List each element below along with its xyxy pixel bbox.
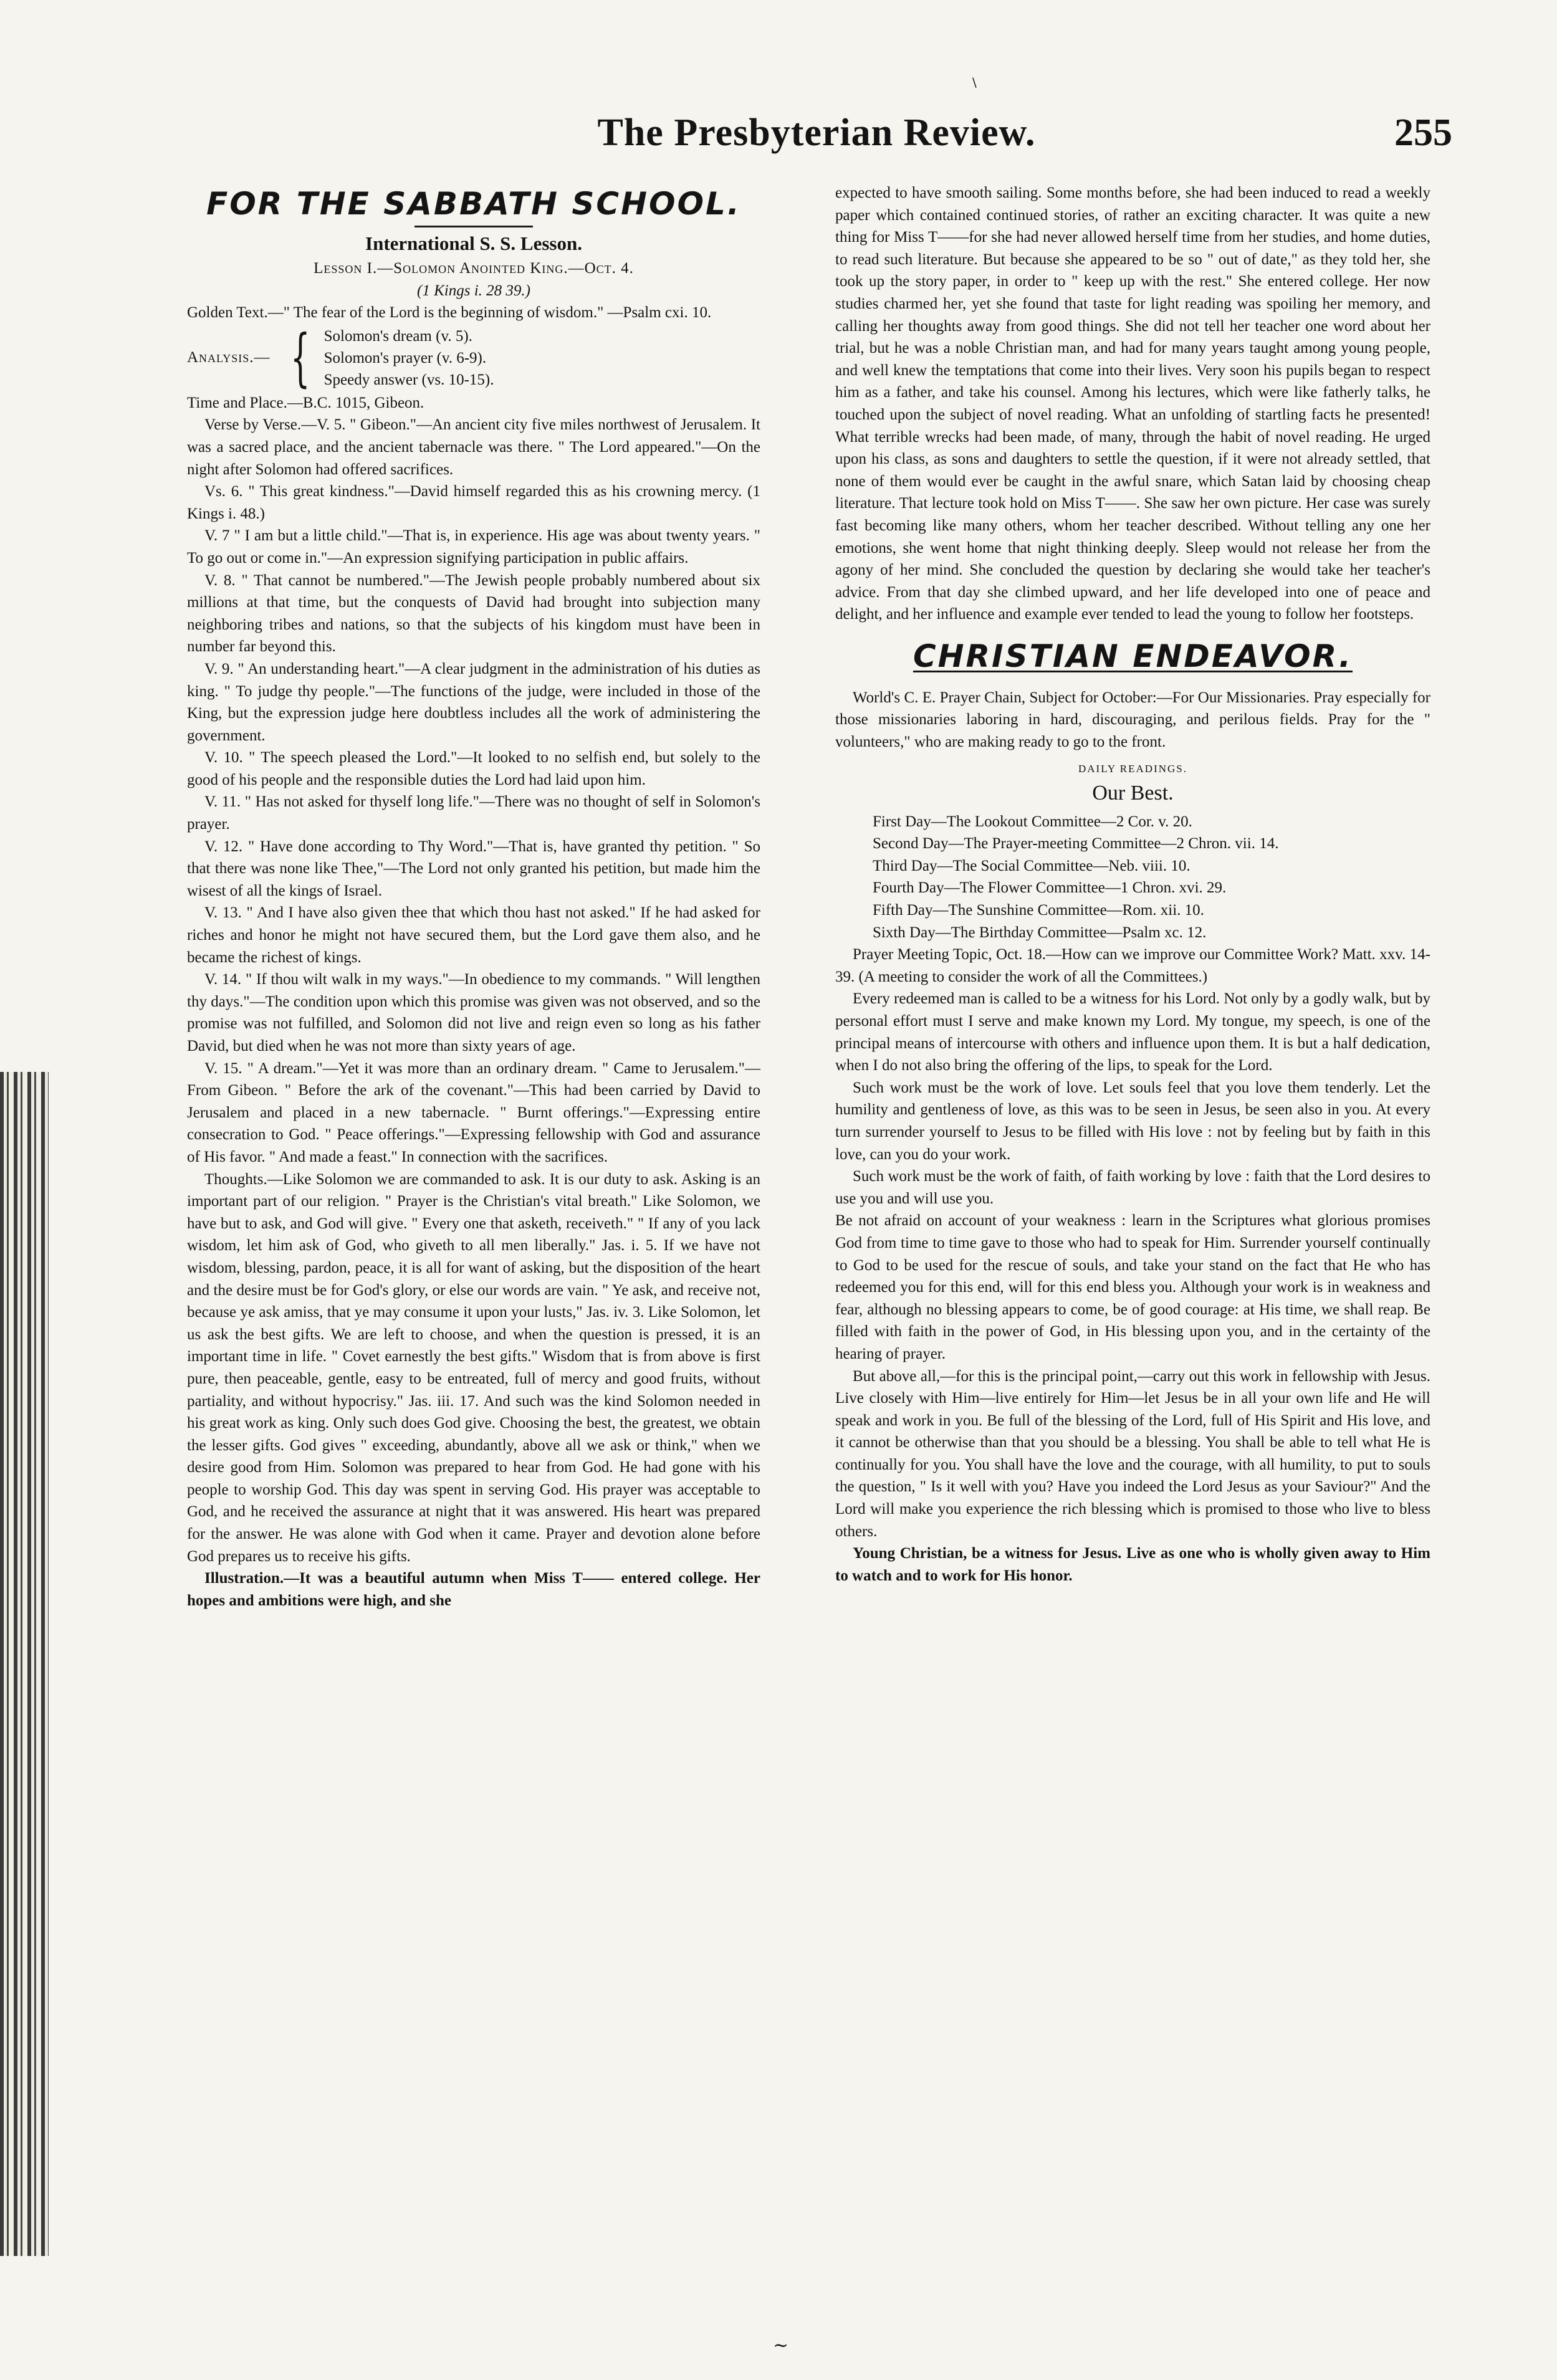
golden-text: Golden Text.—" The fear of the Lord is the beginning of wisdom." —Psalm cxi. 10.	[187, 304, 712, 322]
continued-paragraph: expected to have smooth sailing. Some months before, she had been induced to read a weekly paper which contained continued stories, of rather an exciting character. It was quite a new thing for Miss T——for she had never allowed herself time from her studies, and home duties, to read such literature. But because she appeared to be so " out of date," as they told her, she took up the story paper, in order to " keep up with the rest." She entered college. Her now studies charmed her, yet she found that taste for light reading was spoiling her memory, and calling her thoughts away from good things. She did not tell her teacher one word about her trial, but he was a noble Christian man, and had for many years taught among young people, and well knew the temptations that come into their lives. Very soon his pupils began to respect him as a father, and take his counsel. Among his lectures, which were like fatherly talks, he touched upon the subject of novel reading. What an unfolding of startling facts he presented! What terrible wrecks had been made, of many, through the habit of novel reading. He urged upon his class, as sons and daughters to settle the question, if it were not already settled, that none of them would ever be caught in the awful snare, which Satan laid by choosing cheap literature. That lecture took hold on Miss T——. She saw her own picture. Her case was surely fast becoming like many others, whom her teacher described. Without telling any one her emotions, she went home that night thinking deeply. Sleep would not release her from the agony of her mind. She concluded the question by declaring she would take her teacher's advice. From that day she climbed upward, and her life developed into one of peace and delight, and her influence and example ever tended to lead the young to follow her footsteps.	[835, 184, 1430, 623]
paragraph: V. 11. " Has not asked for thyself long life."—There was no thought of self in Solomon's prayer.	[187, 793, 760, 833]
running-title: The Presbyterian Review.	[597, 112, 1036, 154]
bottom-mark: ~	[773, 2335, 789, 2356]
analysis-item: Speedy answer (vs. 10-15).	[323, 371, 494, 388]
analysis-items	[324, 325, 494, 391]
christian-endeavor-heading: CHRISTIAN ENDEAVOR.	[913, 638, 1353, 674]
paragraph: Such work must be the work of faith, of faith working by love : faith that the Lord desires to use you and will use you.	[835, 1168, 1430, 1207]
reading-item: Fifth Day—The Sunshine Committee—Rom. xii. 10.	[873, 902, 1204, 919]
readings-list	[835, 811, 1430, 944]
paragraph: V. 13. " And I have also given thee that which thou hast not asked." If he had asked for riches and honor he might not have secured them, but the Lord gave them also, and he became the richest of kings.	[187, 904, 760, 966]
lesson-analysis	[187, 321, 760, 394]
analysis-item: Solomon's dream (v. 5).	[323, 327, 472, 345]
paragraph: V. 10. " The speech pleased the Lord."—It looked to no selfish end, but solely to the good of his people and the responsible duties the Lord had laid upon him.	[187, 749, 760, 788]
time-and-place: Time and Place.—B.C. 1015, Gibeon.	[187, 394, 424, 411]
reading-item: Sixth Day—The Birthday Committee—Psalm xc. 12.	[873, 924, 1207, 941]
paragraph: Thoughts.—Like Solomon we are commanded to ask. It is our duty to ask. Asking is an important part of our religion. " Prayer is the Christian's vital breath." Like Solomon, we have but to ask, and God will give. " Every one that asketh, receiveth." " If any of you lack wisdom, let him ask of God, who giveth to all men liberally." Jas. i. 5. If we have not wisdom, blessing, pardon, peace, it is all for want of asking, but the disposition of the heart and the desire must be for God's glory, or else our words are vain. " Ye ask, and receive not, because ye ask amiss, that ye may consume it upon your lusts," Jas. iv. 3. Like Solomon, let us ask the best gifts. We are left to choose, and when the question is pressed, it is an important time in life. " Covet earnestly the best gifts." Wisdom that is from above is first pure, then peaceable, gentle, easy to be entreated, full of mercy and good fruits, without partiality, and without hypocrisy." Jas. iii. 17. And such was the kind Solomon needed in his great work as king. Only such does God give. Choosing the best, the greatest, we obtain the lesser gifts. God gives " exceeding, abundantly, above all we ask or think," when we desire good from Him. Solomon was prepared to hear from God. He had gone with his people to worship God. This day was spent in serving God. His prayer was acceptable to God, and he received the assurance at night that it was answered. His heart was prepared for the answer. He was alone with God when it came. Prayer and devotion alone before God prepares us to receive his gifts.	[187, 1170, 760, 1565]
analysis-label: Analysis.—	[187, 349, 271, 366]
reading-item: Second Day—The Prayer-meeting Committee—2 Chron. vii. 14.	[873, 835, 1279, 853]
sabbath-school-heading: FOR THE SABBATH SCHOOL.	[206, 186, 741, 222]
heading-rule	[414, 226, 533, 227]
readings-title: Our Best.	[1092, 781, 1174, 805]
prayer-chain: World's C. E. Prayer Chain, Subject for October:—For Our Missionaries. Pray especially for those missionaries laboring in hard, discouraging, and perilous fields. Pray for the " volunteers," who are making ready to go to the front.	[835, 689, 1430, 751]
top-mark: \	[972, 75, 977, 90]
paragraph: V. 9. " An understanding heart."—A clear judgment in the administration of his duties as king. " To judge thy people."—The functions of the judge, were included in those of the King, but the expression judge here doubtless includes all the work of administering the government.	[187, 660, 760, 744]
daily-readings-label: DAILY READINGS.	[1078, 762, 1187, 775]
analysis-item: Solomon's prayer (v. 6-9).	[323, 349, 487, 366]
page-header	[181, 111, 1452, 161]
page-number: 255	[1394, 112, 1452, 154]
paragraph: Young Christian, be a witness for Jesus. Live as one who is wholly given away to Him to watch and to work for His honor.	[835, 1545, 1430, 1584]
paragraph: V. 12. " Have done according to Thy Word."—That is, have granted thy petition. " So that there was none like Thee,"—The Lord not only granted his petition, but made him the wisest of all the kings of Israel.	[187, 838, 760, 899]
paragraph: V. 8. " That cannot be numbered."—The Jewish people probably numbered about six millions at that time, but the conquests of David had brought into subjection many neighboring tribes and nations, so that the subjects of his kingdom must have been in number far beyond this.	[187, 571, 760, 656]
paragraph: Every redeemed man is called to be a witness for his Lord. Not only by a godly walk, but by personal effort must I serve and make known my Lord. My tongue, my speech, is one of the principal means of intercourse with others and influence upon them. It is but a half dedication, when I do not also bring the offering of the lips, to speak for the Lord.	[835, 990, 1430, 1074]
right-column	[835, 182, 1430, 1587]
page-binding-edge	[0, 1072, 49, 2256]
lesson-line: Lesson I.—Solomon Anointed King.—Oct. 4.	[314, 260, 634, 277]
paragraph: Illustration.—It was a beautiful autumn when Miss T—— entered college. Her hopes and ambitions were high, and she	[187, 1570, 760, 1609]
reading-item: Fourth Day—The Flower Committee—1 Chron. xvi. 29.	[873, 879, 1227, 897]
lesson-heading: International S. S. Lesson.	[365, 232, 582, 254]
brace-glyph: {	[290, 321, 310, 394]
reading-item: First Day—The Lookout Committee—2 Cor. v. 20.	[873, 813, 1192, 830]
paragraph: Be not afraid on account of your weakness : learn in the Scriptures what glorious promises God from time to time gave to those who had to speak for Him. Surrender yourself continually to God to be used for the rescue of souls, and take your stand on the fact that He who has redeemed you for this end, will for this end bless you. Although your work is in weakness and fear, although no blessing appears to come, be of good courage: at His time, we shall reap. Be filled with faith in the power of God, in His blessing upon you, and in the certainty of the hearing of prayer.	[835, 1212, 1430, 1362]
paragraph: Vs. 6. " This great kindness."—David himself regarded this as his crowning mercy. (1 Kings i. 48.)	[187, 483, 760, 522]
paragraph: Verse by Verse.—V. 5. " Gibeon."—An ancient city five miles northwest of Jerusalem. It was a sacred place, and the ancient tabernacle was there. " The Lord appeared."—On the night after Solomon had offered sacrifices.	[187, 416, 760, 478]
meeting-topic: Prayer Meeting Topic, Oct. 18.—How can we improve our Committee Work? Matt. xxv. 14-39. (A meeting to consider the work of all the Committees.)	[835, 946, 1430, 985]
scripture-reference: (1 Kings i. 28 39.)	[417, 282, 530, 299]
left-column	[187, 182, 760, 1612]
paragraph: V. 7 " I am but a little child."—That is, in experience. His age was about twenty years. " To go out or come in."—An expression signifying participation in public affairs.	[187, 527, 760, 566]
paragraph: Such work must be the work of love. Let souls feel that you love them tenderly. Let the humility and gentleness of love, as this was to be seen in Jesus, be seen also in you. At every turn surrender yourself to Jesus to be filled with His love : not by feeling but by faith in this love, can you do your work.	[835, 1079, 1430, 1163]
paragraph: V. 15. " A dream."—Yet it was more than an ordinary dream. " Came to Jerusalem."—From Gibeon. " Before the ark of the covenant."—This had been carried by David to Jerusalem and placed in a new tabernacle. " Burnt offerings."—Expressing entire consecration to God. " Peace offerings."—Expressing fellowship with God and assurance of His favor. " And made a feast." In connection with the sacrifices.	[187, 1059, 760, 1165]
paragraph: But above all,—for this is the principal point,—carry out this work in fellowship with Jesus. Live closely with Him—live entirely for Him—let Jesus be in all your own life and He will speak and work in you. Be full of the blessing of the Lord, full of His Spirit and His love, and it cannot be otherwise than that you should be a blessing. You shall be able to tell what He is continually for you. You shall have the love and the courage, with all humility, to put to souls the question, " Is it well with you? Have you indeed the Lord Jesus as your Saviour?" And the Lord will make you experience the rich blessing which is promised to those who live to bless others.	[835, 1367, 1430, 1540]
reading-item: Third Day—The Social Committee—Neb. viii. 10.	[873, 857, 1191, 874]
paragraph: V. 14. " If thou wilt walk in my ways."—In obedience to my commands. " Will lengthen thy days."—The condition upon which this promise was given was not observed, and so the promise was not fulfilled, and Solomon did not live and reign even so long as his father David, but died when he was not more than sixty years of age.	[187, 971, 760, 1054]
